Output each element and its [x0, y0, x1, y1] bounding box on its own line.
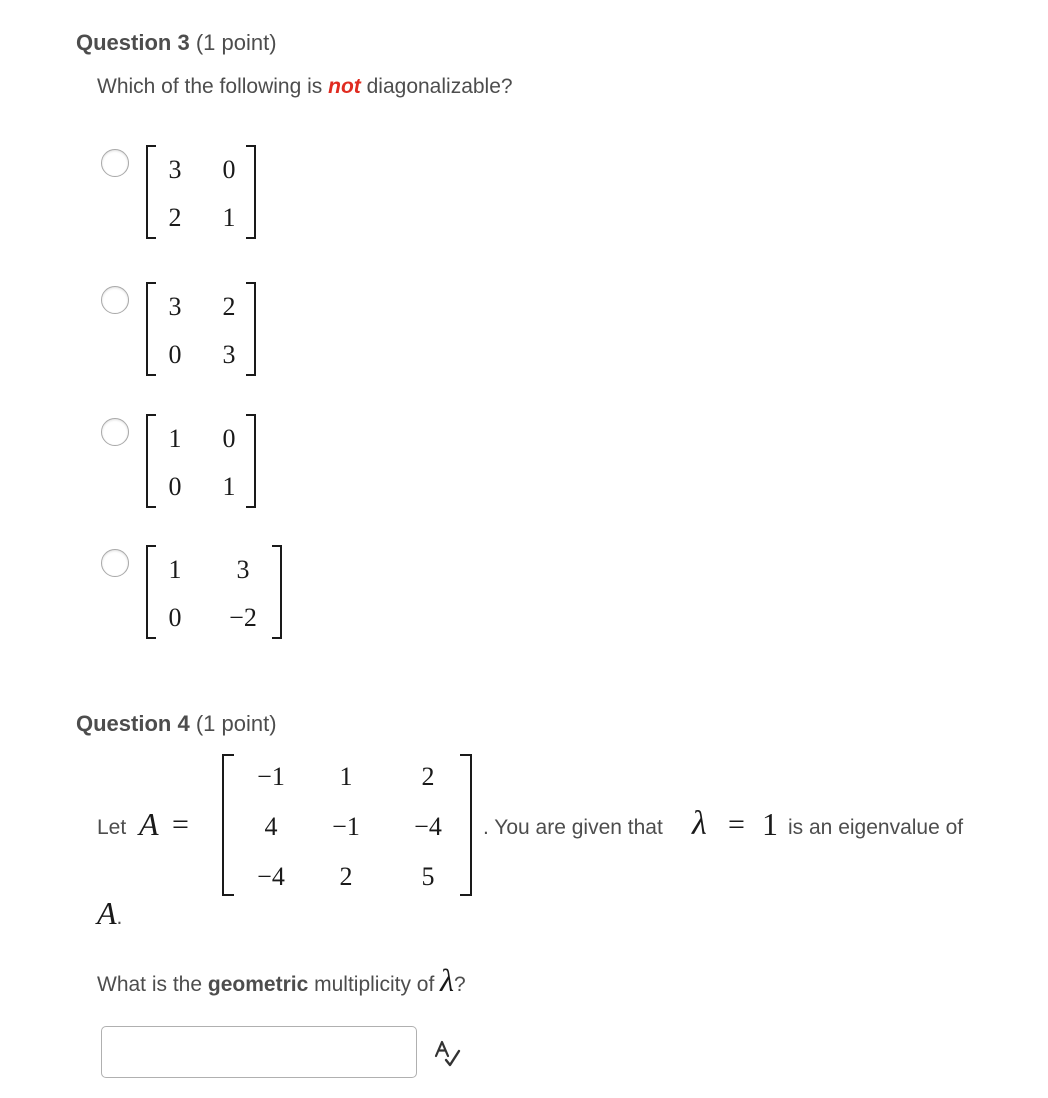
matrix-cell: 1	[222, 203, 236, 232]
matrix-cell: 0	[222, 424, 236, 453]
left-bracket	[146, 545, 156, 639]
right-bracket	[246, 145, 256, 239]
matrix-cell: 0	[168, 340, 182, 369]
lambda-symbol: λ	[692, 805, 707, 842]
right-bracket	[246, 414, 256, 508]
matrix-a	[222, 754, 472, 896]
matrix-cell: 2	[168, 203, 182, 232]
right-bracket	[272, 545, 282, 639]
var-a: A	[139, 806, 159, 842]
matrix-cell: −4	[414, 812, 442, 841]
option-4[interactable]	[0, 545, 400, 645]
option-1[interactable]	[0, 145, 400, 245]
matrix-cell: −1	[332, 812, 360, 841]
left-bracket	[222, 754, 234, 896]
matrix-cell: 3	[236, 555, 250, 584]
matrix-cell: 5	[421, 862, 435, 891]
right-bracket	[246, 282, 256, 376]
var-a-line	[97, 895, 122, 932]
question-3-title	[76, 30, 277, 56]
spell-check-icon[interactable]	[432, 1040, 462, 1068]
given-text-end: is an eigenvalue of	[788, 816, 964, 839]
period: .	[116, 906, 123, 929]
eigenvalue-number: 1	[762, 806, 778, 842]
matrix-cell: 2	[421, 762, 435, 791]
matrix-cell: 4	[264, 812, 278, 841]
option-4-radio[interactable]	[101, 549, 129, 577]
matrix-cell: 2	[339, 862, 353, 891]
prompt-text-mid: multiplicity of	[314, 973, 435, 996]
question-4-title	[76, 711, 277, 737]
matrix-cell: 3	[168, 292, 182, 321]
question-mark: ?	[454, 973, 466, 996]
equals-sign: =	[172, 808, 189, 841]
prompt-bold: geometric	[207, 973, 309, 996]
prompt-emphasis: not	[328, 75, 361, 98]
matrix-cell: 3	[222, 340, 236, 369]
left-bracket	[146, 282, 156, 376]
question-3-label: Question 3	[76, 30, 190, 55]
matrix-cell: −2	[229, 603, 257, 632]
matrix-cell: 1	[168, 424, 182, 453]
equals-sign-2: =	[728, 808, 745, 841]
question-4-prompt	[97, 962, 466, 999]
question-3-points: (1 point)	[195, 30, 277, 55]
spell-check-icon-svg	[432, 1040, 462, 1068]
matrix-cell: 1	[222, 472, 236, 501]
matrix-cell: 0	[168, 603, 182, 632]
prompt-text-end: diagonalizable?	[366, 75, 513, 98]
option-3[interactable]	[0, 414, 400, 514]
right-bracket	[460, 754, 472, 896]
left-bracket	[146, 145, 156, 239]
prompt-text: Which of the following is	[97, 75, 323, 98]
answer-input[interactable]	[101, 1026, 417, 1078]
matrix-cell: 3	[168, 155, 182, 184]
let-text: Let	[97, 816, 127, 839]
matrix-cell: 2	[222, 292, 236, 321]
question-4-points: (1 point)	[195, 711, 277, 736]
matrix-cell: 1	[339, 762, 353, 791]
lambda-symbol-2: λ	[440, 962, 455, 998]
left-bracket	[146, 414, 156, 508]
option-2-radio[interactable]	[101, 286, 129, 314]
matrix-cell: −4	[257, 862, 285, 891]
given-text: . You are given that	[483, 816, 663, 839]
matrix-cell: 0	[168, 472, 182, 501]
var-a-2: A	[97, 895, 117, 931]
matrix-cell: 1	[168, 555, 182, 584]
option-2[interactable]	[0, 282, 400, 382]
matrix-cell: 0	[222, 155, 236, 184]
question-3-prompt	[97, 75, 513, 99]
option-1-radio[interactable]	[101, 149, 129, 177]
matrix-cell: −1	[257, 762, 285, 791]
prompt-text: What is the	[97, 973, 203, 996]
question-4-label: Question 4	[76, 711, 190, 736]
option-3-radio[interactable]	[101, 418, 129, 446]
